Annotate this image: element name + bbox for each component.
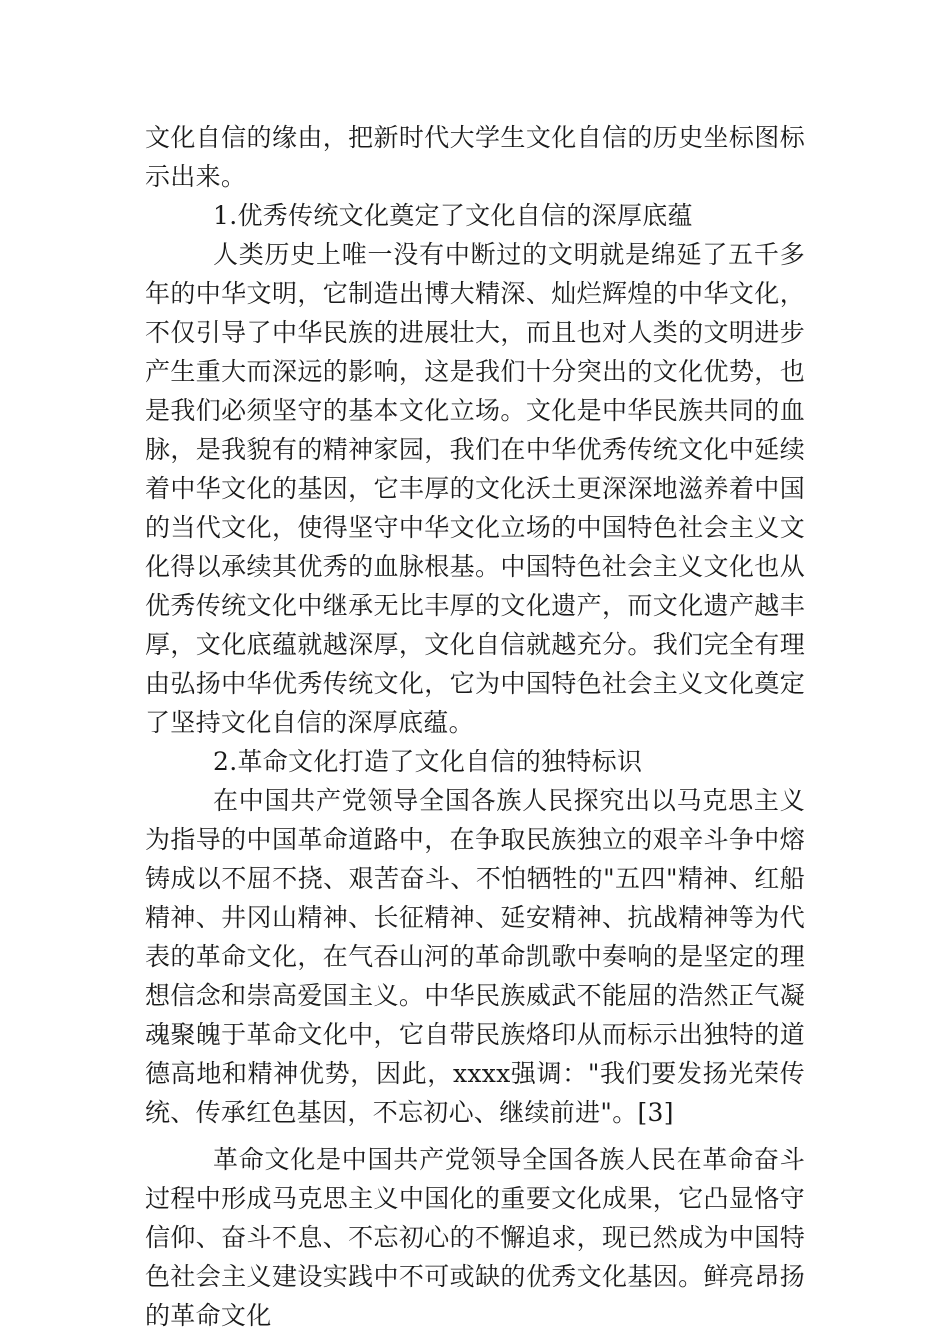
- section-heading-traditional-culture: 1.优秀传统文化奠定了文化自信的深厚底蕴: [213, 201, 693, 230]
- paragraph-continuation: 文化自信的缘由，把新时代大学生文化自信的历史坐标图标示出来。: [145, 123, 805, 191]
- paragraph-traditional-culture: 人类历史上唯一没有中断过的文明就是绵延了五千多年的中华文明，它制造出博大精深、灿烂辉煌的中华文化，不仅引导了中华民族的进展壮大，而且也对人类的文明进步产生重大而深远的影响，这是我们十分突出的文化优势，也是我们必须坚守的基本文化立场。文化是中华民族共同的血脉，是我貌有的精神家园，我们在中华优秀传统文化中延续着中华文化的基因，它丰厚的文化沃土更深深地滋养着中国的当代文化，使得坚守中华文化立场的中国特色社会主义文化得以承续其优秀的血脉根基。中国特色社会主义文化也从优秀传统文化中继承无比丰厚的文化遗产，而文化遗产越丰厚，文化底蕴就越深厚，文化自信就越充分。我们完全有理由弘扬中华优秀传统文化，它为中国特色社会主义文化奠定了坚持文化自信的深厚底蕴。: [145, 240, 805, 737]
- document-body: [145, 118, 805, 1335]
- section-heading-revolutionary-culture: 2.革命文化打造了文化自信的独特标识: [213, 747, 643, 776]
- paragraph-revolutionary-culture: 在中国共产党领导全国各族人民探究出以马克思主义为指导的中国革命道路中，在争取民族独立的艰辛斗争中熔铸成以不屈不挠、艰苦奋斗、不怕牺牲的"五四"精神、红船精神、井冈山精神、长征精神、延安精神、抗战精神等为代表的革命文化，在气吞山河的革命凯歌中奏响的是坚定的理想信念和崇高爱国主义。中华民族威武不能屈的浩然正气凝魂聚魄于革命文化中，它自带民族烙印从而标示出独特的道德高地和精神优势，因此，xxxx强调："我们要发扬光荣传统、传承红色基因，不忘初心、继续前进"。[3]: [145, 786, 805, 1127]
- paragraph-revolutionary-culture-achievement: 革命文化是中国共产党领导全国各族人民在革命奋斗过程中形成马克思主义中国化的重要文化成果，它凸显恪守信仰、奋斗不息、不忘初心的不懈追求，现已然成为中国特色社会主义建设实践中不可或缺的优秀文化基因。鲜亮昂扬的革命文化: [145, 1145, 805, 1330]
